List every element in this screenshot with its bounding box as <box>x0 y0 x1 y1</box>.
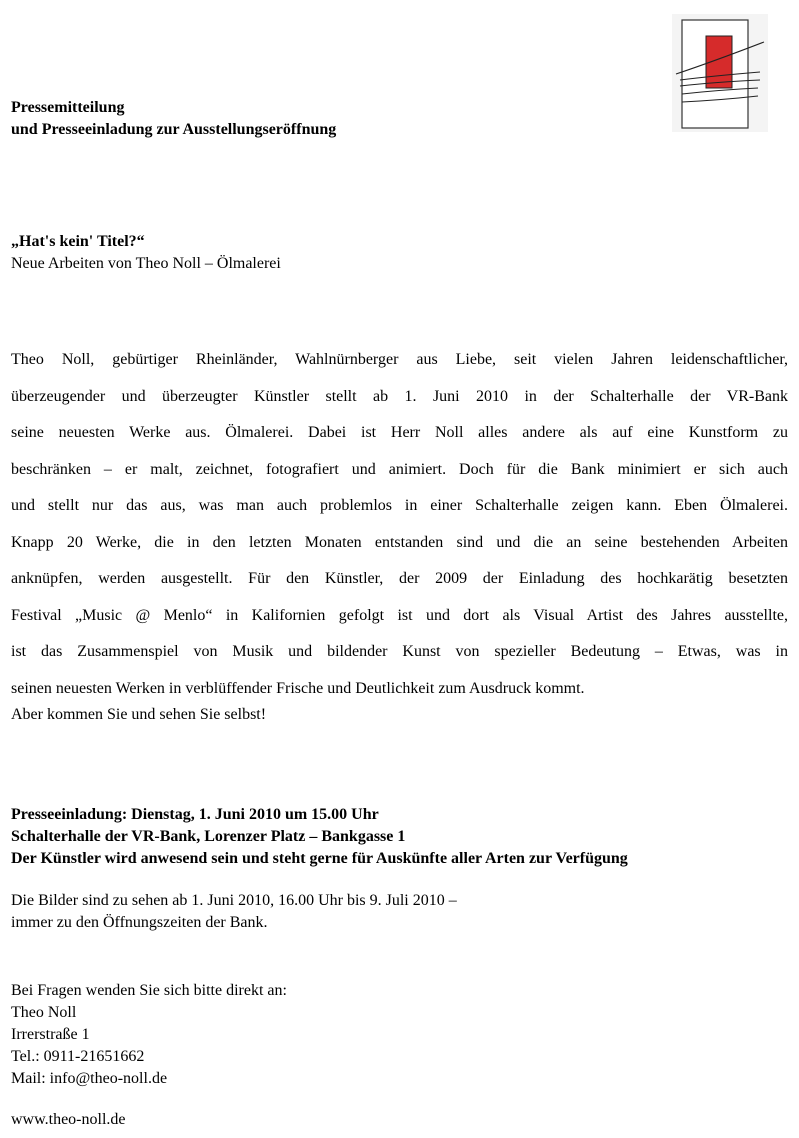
press-body <box>11 349 788 740</box>
exhibition-dates <box>11 890 457 934</box>
contact-block <box>11 980 287 1090</box>
contact-street: Irrerstraße 1 <box>11 1026 90 1043</box>
press-invitation <box>11 804 628 870</box>
title-subheading: Neue Arbeiten von Theo Noll – Ölmalerei <box>11 255 281 272</box>
body-line: Knapp 20 Werke, die in den letzten Monaten entstanden sind und die an seine bestehenden Arbeiten <box>11 533 788 551</box>
invitation-line: Der Künstler wird anwesend sein und steht gerne für Auskünfte aller Arten zur Verfügung <box>11 850 628 867</box>
contact-name: Theo Noll <box>11 1004 77 1021</box>
artist-logo-icon <box>672 14 768 132</box>
body-line: Festival „Music @ Menlo“ in Kalifornien gefolgt ist und dort als Visual Artist des Jahres ausstellte, <box>11 606 788 624</box>
invitation-line: Schalterhalle der VR-Bank, Lorenzer Platz – Bankgasse 1 <box>11 828 406 845</box>
header-line: Pressemitteilung <box>11 99 125 116</box>
body-line: und stellt nur das aus, was man auch problemlos in einer Schalterhalle zeigen kann. Eben Ölmalerei. <box>11 497 788 514</box>
body-line: Theo Noll, gebürtiger Rheinländer, Wahlnürnberger aus Liebe, seit vielen Jahren leidenschaftlicher, <box>11 351 788 368</box>
body-closing: Aber kommen Sie und sehen Sie selbst! <box>11 705 267 723</box>
body-line: ist das Zusammenspiel von Musik und bildender Kunst von spezieller Bedeutung – Etwas, was in <box>11 643 788 660</box>
body-line: seine neuesten Werke aus. Ölmalerei. Dabei ist Herr Noll alles andere als auf eine Kunstform zu <box>11 424 788 441</box>
body-line: seinen neuesten Werken in verblüffender Frische und Deutlichkeit zum Ausdruck kommt. <box>11 679 585 697</box>
dates-line: Die Bilder sind zu sehen ab 1. Juni 2010, 16.00 Uhr bis 9. Juli 2010 – <box>11 892 457 909</box>
website-text[interactable]: www.theo-noll.de <box>11 1111 126 1128</box>
press-release-header <box>11 97 336 141</box>
title-heading: „Hat's kein' Titel?“ <box>11 233 145 250</box>
body-line: beschränken – er malt, zeichnet, fotografiert und animiert. Doch für die Bank minimiert er sich auch <box>11 460 788 478</box>
header-line: und Presseeinladung zur Ausstellungseröffnung <box>11 121 337 138</box>
dates-line: immer zu den Öffnungszeiten der Bank. <box>11 914 268 931</box>
website-link[interactable] <box>11 1109 126 1131</box>
contact-mail[interactable]: Mail: info@theo-noll.de <box>11 1070 168 1087</box>
exhibition-title <box>11 231 281 275</box>
invitation-line: Presseeinladung: Dienstag, 1. Juni 2010 um 15.00 Uhr <box>11 806 379 823</box>
contact-intro: Bei Fragen wenden Sie sich bitte direkt an: <box>11 982 287 999</box>
contact-phone: Tel.: 0911-21651662 <box>11 1048 145 1065</box>
body-line: anknüpfen, werden ausgestellt. Für den Künstler, der 2009 der Einladung des hochkarätig besetzten <box>11 570 788 587</box>
body-line: überzeugender und überzeugter Künstler stellt ab 1. Juni 2010 in der Schalterhalle der VR-Bank <box>11 387 788 405</box>
